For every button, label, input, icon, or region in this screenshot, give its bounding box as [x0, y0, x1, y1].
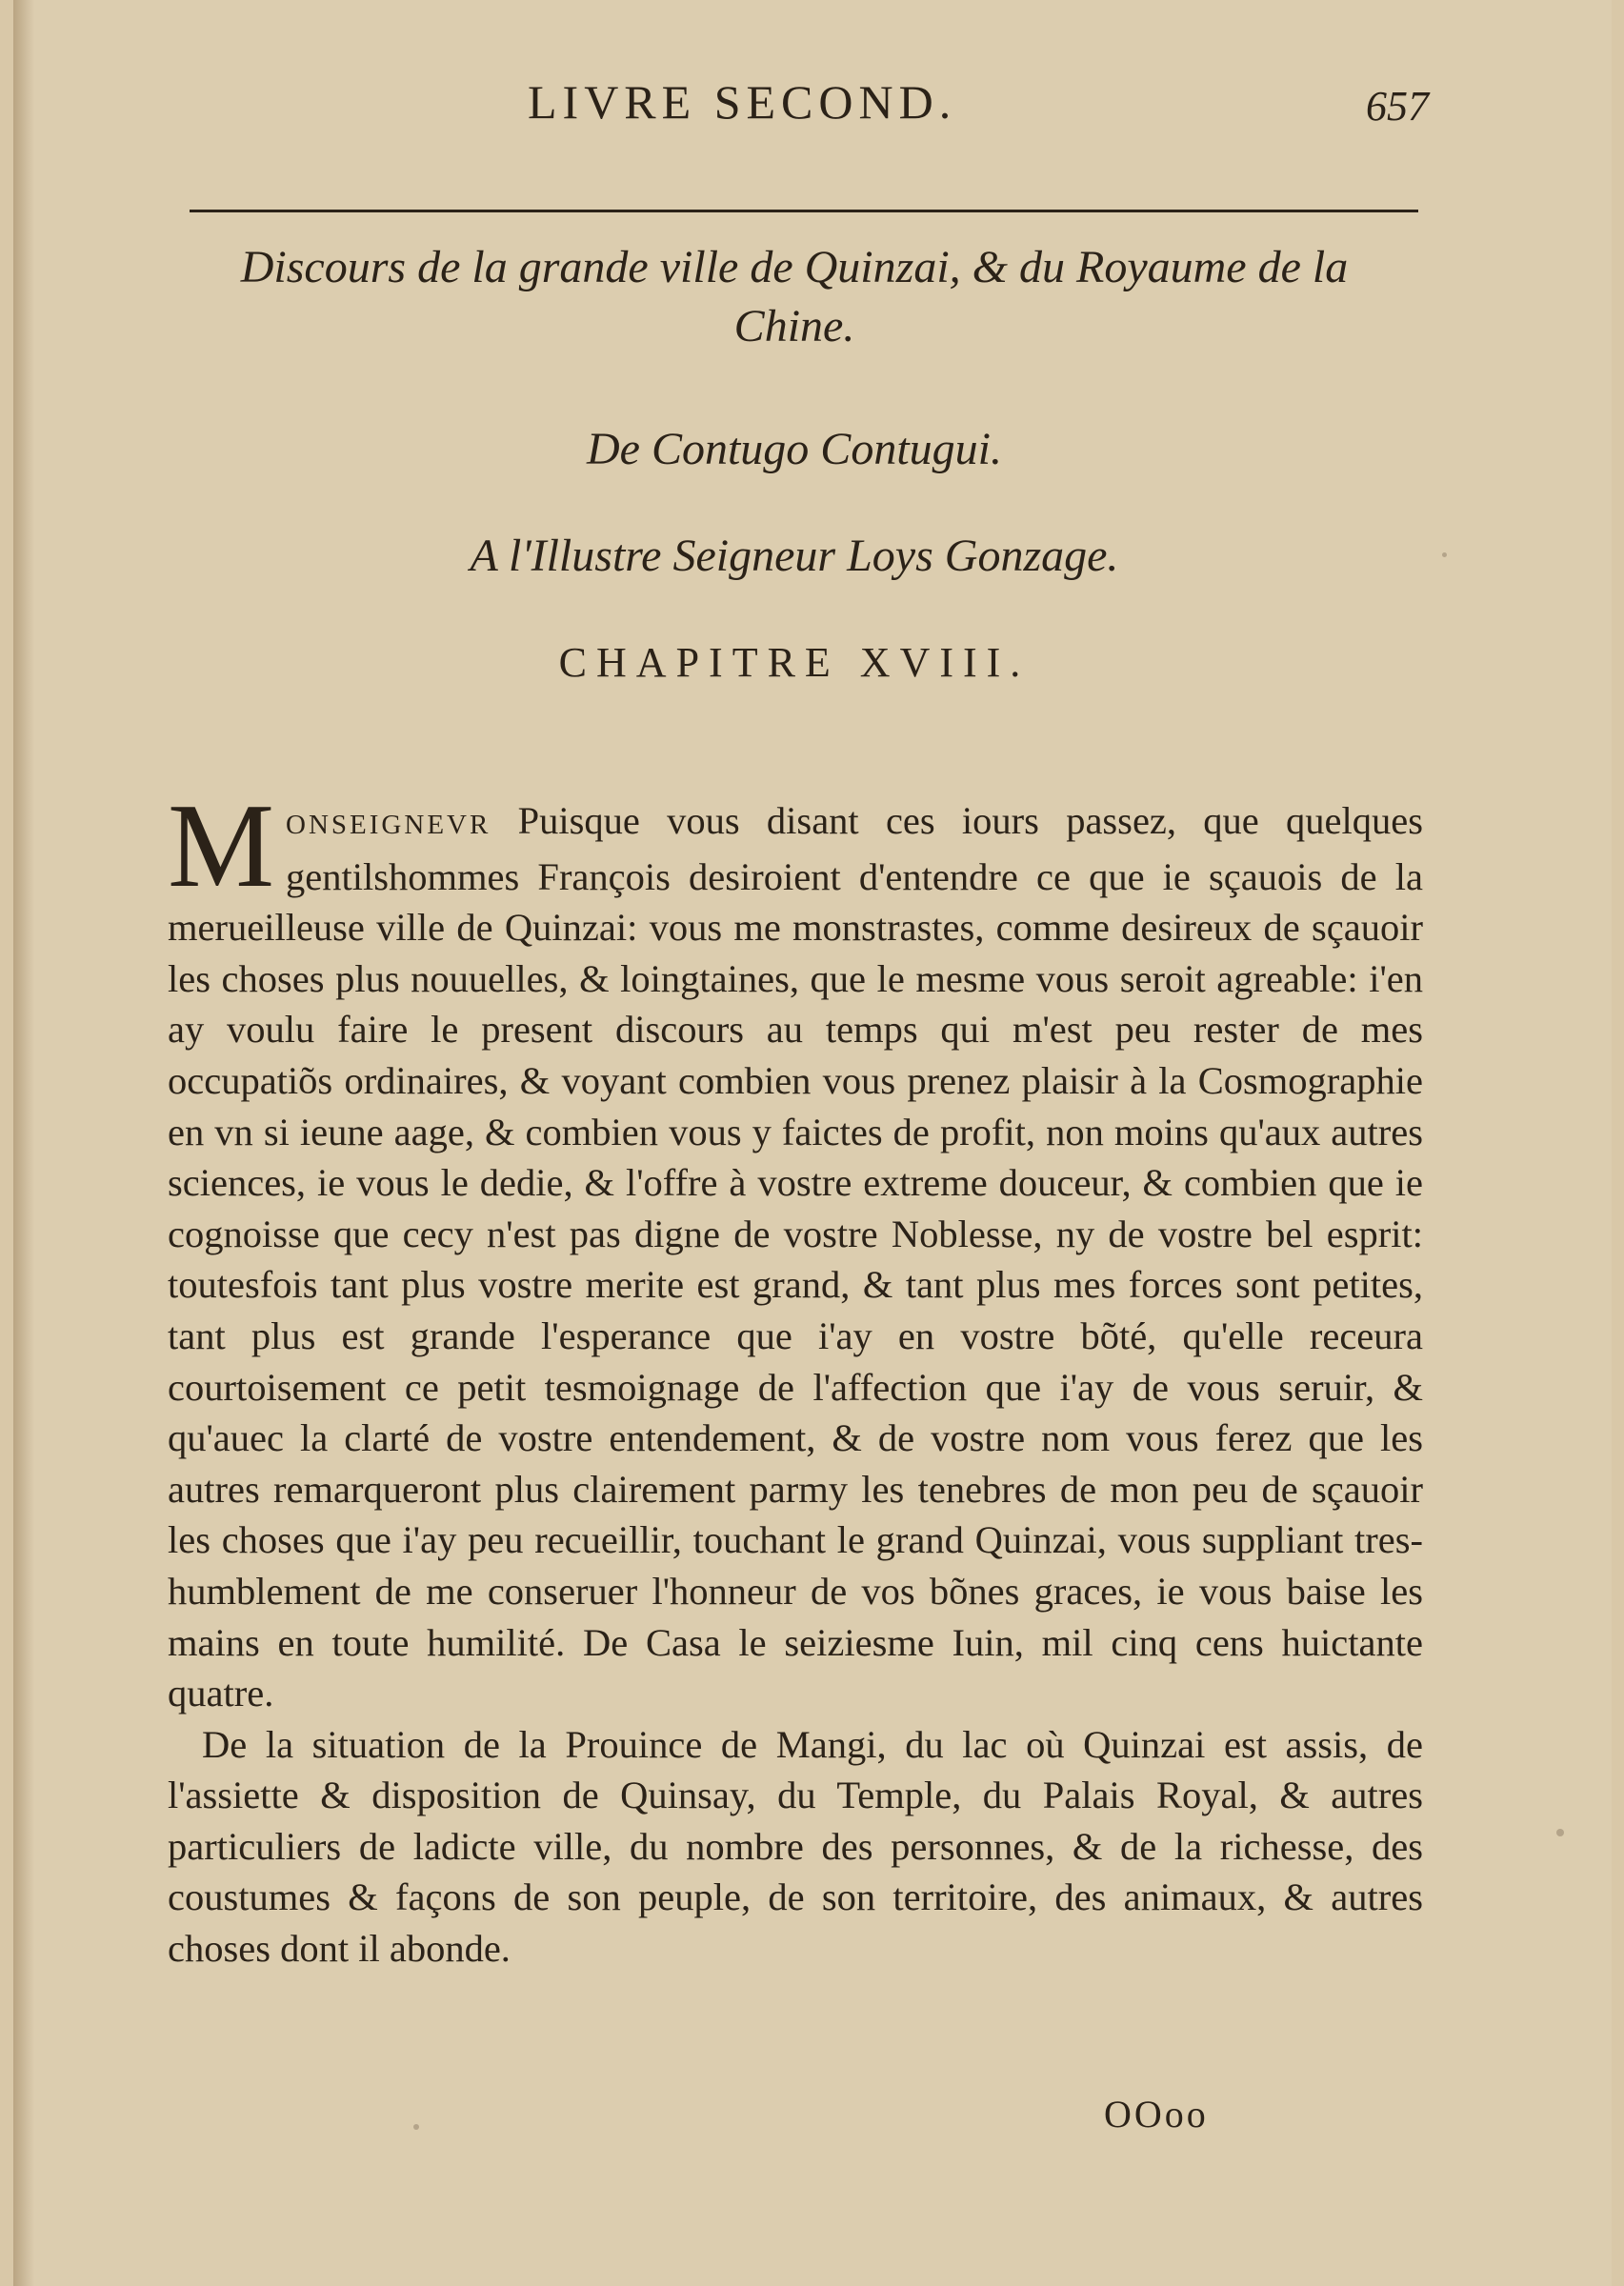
book-page	[13, 0, 1612, 2286]
title-block	[156, 238, 1433, 692]
gutter-shadow	[13, 0, 34, 2286]
paper-spot	[1556, 1829, 1564, 1836]
body-text	[168, 780, 1424, 1975]
page-header	[13, 74, 1612, 141]
paragraph-summary	[168, 1719, 1423, 1975]
drop-cap: M	[168, 780, 275, 912]
discourse-title: Discours de la grande ville de Quinzai, & du Royaume de la Chine.	[240, 242, 1349, 351]
dedication-line: A l'Illustre Seigneur Loys Gonzage.	[470, 531, 1119, 581]
chapter-heading: CHAPITRE XVIII.	[558, 639, 1031, 686]
page-number: 657	[1366, 83, 1429, 130]
paragraph-2-text: De la situation de la Prouince de Mangi, du lac où Quinzai est assis, de l'assiette & disposition de Quinsay, du Temple, du Palais Royal, & autres particuliers de ladicte ville, du nombre des personnes, & de la richesse, des coustumes & façons de son peuple, de son territoire, des animaux, & autres choses dont il abonde.	[168, 1722, 1423, 1971]
paragraph-1-text: Puisque vous disant ces iours passez, que quelques gentilshommes François desiroient d'entendre ce que ie sçauois de la merueilleuse ville de Quinzai: vous me monstrastes, comme desireux de sçauoir les choses plus nouuelles, & loingtaines, que le mesme vous seroit agreable: i'en ay voulu faire le present discours au temps qui m'est peu rester de mes occupatiõs ordinaires, & voyant combien vous prenez plaisir à la Cosmographie en vn si ieune aage, & combien vous y faictes de profit, non moins qu'aux autres sciences, ie vous le dedie, & l'offre à vostre extreme douceur, & combien que ie cognoisse que cecy n'est pas digne de vostre Noblesse, ny de vostre bel esprit: toutesfois tant plus vostre merite est grand, & tant plus mes forces sont petites, tant plus est grande l'esperance que i'ay en vostre bõté, qu'elle receura courtoisement ce petit tesmoignage de l'affection que i'ay de vous seruir, & qu'auec la clarté de vostre entendement, & de vostre nom vous ferez que les autres remarqueront plus clairement parmy les tenebres de mon peu de sçauoir les choses que i'ay peu recueillir, touchant le grand Quinzai, vous suppliant tres-humblement de me conseruer l'honneur de vos bõnes graces, ie vous baise les mains en toute humilité. De Casa le seiziesme Iuin, mil cinq cens huictante quatre.	[168, 799, 1424, 1715]
paper-spot	[413, 2124, 419, 2130]
opening-smallcaps: ONSEIGNEVR	[286, 810, 491, 840]
header-rule	[190, 210, 1418, 212]
paper-spot	[1442, 552, 1447, 557]
running-head: LIVRE SECOND.	[528, 75, 957, 129]
author-line: De Contugo Contugui.	[586, 424, 1002, 474]
catchword: OOoo	[1104, 2093, 1209, 2136]
paragraph-dedicatory-letter	[168, 780, 1424, 1719]
